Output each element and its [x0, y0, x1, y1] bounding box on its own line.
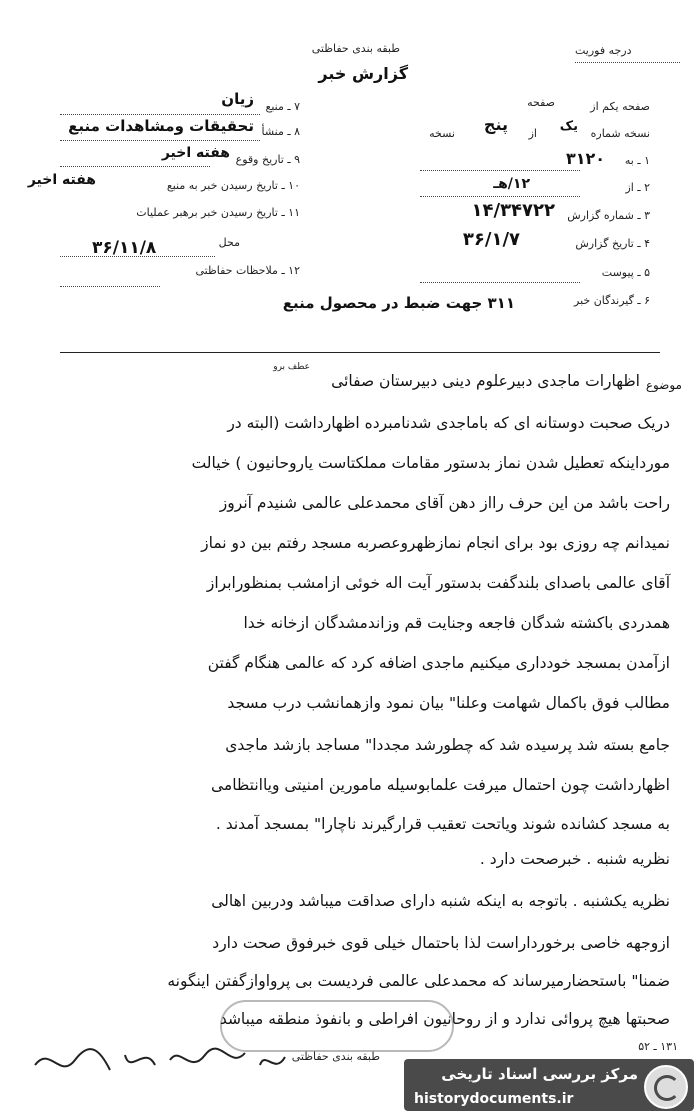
security-notes-label: ۱۲ ـ ملاحظات حفاظتی: [195, 264, 300, 277]
from-label: ۲ ـ از: [625, 181, 650, 194]
recipients-label: ۶ ـ گیرندگان خبر: [574, 294, 650, 307]
body-line-8: مطالب فوق باکمال شهامت وعلنا" بیان نمود وازهمانشب درب مسجد: [227, 694, 670, 712]
form-title: گزارش خبر: [318, 64, 408, 83]
logo-emblem-icon: [644, 1065, 688, 1109]
event-date-label: ۹ ـ تاریخ وقوع: [235, 153, 300, 166]
body-line-11: به مسجد کشانده شوند ویاتحت تعقیب قرارگیرند ناچارا" بمسجد آمدند .: [215, 815, 670, 833]
from-dots: [420, 196, 580, 197]
subject-note: عطف برو: [273, 362, 310, 372]
to-label: ۱ ـ به: [624, 154, 650, 167]
opinion-yekshanbeh-2: ازوجهه خاصی برخورداراست لذا باحتمال خیلی قوی خبرفوق صحت دارد: [212, 934, 670, 952]
copy-label: نسخه شماره: [590, 127, 650, 140]
to-value: ۳۱۲۰: [565, 149, 605, 168]
handwritten-signature: [30, 1035, 290, 1085]
body-line-5: آقای عالمی باصدای بلندگفت بدستور آیت اله خوئی ازامشب بمنظورابراز: [206, 574, 670, 592]
subject-label: موضوع: [645, 378, 682, 392]
logo-title: مرکز بررسی اسناد تاریخی: [441, 1065, 638, 1083]
from-value: ۱۲/هـ: [493, 176, 530, 192]
to-dots: [420, 170, 580, 171]
logo-url: historydocuments.ir: [414, 1091, 574, 1107]
opinion-yekshanbeh-4: صحبتها هیچ پروائی ندارد و از روحانیون افراطی و بانفوذ منطقه میباشد: [219, 1010, 670, 1028]
report-date-label: ۴ ـ تاریخ گزارش: [575, 237, 650, 250]
subject-text: اظهارات ماجدی دبیرعلوم دینی دبیرستان صفائی: [331, 372, 640, 390]
form-code: ۱۳۱ ـ ۵۲: [638, 1040, 678, 1053]
report-date-value: ۳۶/۱/۷: [462, 229, 520, 250]
attach-dots: [420, 282, 580, 283]
event-date-dots: [60, 166, 210, 167]
recipients-value: ۳۱۱ جهت ضبط در محصول منبع: [282, 294, 515, 312]
urgency-dots: [575, 62, 680, 63]
body-line-9: جامع بسته شد پرسیده شد که چطورشد مجددا" مساجد بازشد ماجدی: [225, 736, 670, 754]
arrival-chief-value: ۳۶/۱۱/۸: [92, 238, 157, 258]
page-label: صفحه یکم از: [590, 100, 650, 113]
copy-value: یک: [559, 119, 578, 134]
origin-value: تحقیقات ومشاهدات منبع: [68, 117, 254, 135]
history-documents-logo: [404, 1059, 694, 1111]
body-line-6: همدردی باکشته شدگان فاجعه وجنایت قم وزاندمشدگان ازخانه خدا: [243, 614, 670, 632]
arrival-source-label: ۱۰ ـ تاریخ رسیدن خبر به منبع: [166, 179, 300, 192]
body-line-7: ازآمدن بمسجد خودداری میکنیم ماجدی اضافه کرد که عالمی هنگام گفتن: [207, 654, 670, 672]
opinion-yekshanbeh-3: ضمنا" باستحضارمیرساند که محمدعلی عالمی فردیست بی پرواوازگفتن اینگونه: [167, 972, 670, 990]
source-dots: [60, 114, 260, 115]
opinion-yekshanbeh-1: نظریه یکشنبه . باتوجه به اینکه شنبه دارای صداقت میباشد ودربین اهالی: [211, 892, 670, 910]
report-no-label: ۳ ـ شماره گزارش: [567, 209, 650, 222]
opinion-shanbeh: نظریه شنبه . خبرصحت دارد .: [479, 850, 670, 868]
attach-label: ۵ ـ پیوست: [601, 266, 650, 279]
copy-total: پنج: [483, 115, 508, 134]
origin-dots: [60, 140, 260, 141]
copy-of: از: [528, 127, 537, 140]
body-line-1: دریک صحبت دوستانه ای که باماجدی شدنامبرده اظهارداشت (البته در: [227, 414, 670, 432]
report-no-value: ۱۴/۳۴۷۲۲: [471, 200, 555, 221]
event-date-value: هفته اخیر: [161, 145, 230, 161]
classification-bottom: طبقه بندی حفاظتی: [291, 1050, 380, 1063]
arrival-chief-label: ۱۱ ـ تاریخ رسیدن خبر برهبر عملیات: [136, 206, 300, 219]
body-line-10: اظهارداشت چون احتمال میرفت علمابوسیله مامورین امنیتی ویاانتظامی: [210, 776, 670, 794]
place-label: محل: [218, 236, 240, 249]
arrival-source-value: هفته اخیر: [27, 172, 96, 188]
security-notes-dots: [60, 286, 160, 287]
source-value: زیان: [221, 90, 254, 108]
arrival-chief-dots: [60, 256, 215, 257]
classification-top: طبقه بندی حفاظتی: [311, 42, 400, 55]
body-line-4: نمیدانم چه روزی بود برای انجام نمازظهروعصربه مسجد رفتم بین دو نماز: [201, 534, 670, 552]
urgency-label: درجه فوریت: [575, 44, 632, 57]
page-label-2: صفحه: [527, 96, 555, 109]
header-divider: [60, 352, 660, 353]
copy-label-2: نسخه: [429, 127, 455, 140]
body-line-2: مورداینکه تعطیل شدن نماز بدستور مقامات مملکتاست یاروحانیون ) خیالت: [191, 454, 670, 472]
body-line-3: راحت باشد من این حرف رااز دهن آقای محمدعلی عالمی شنیدم آنروز: [219, 494, 670, 512]
origin-label: ۸ ـ منشأ: [261, 125, 300, 138]
source-label: ۷ ـ منبع: [265, 100, 300, 113]
